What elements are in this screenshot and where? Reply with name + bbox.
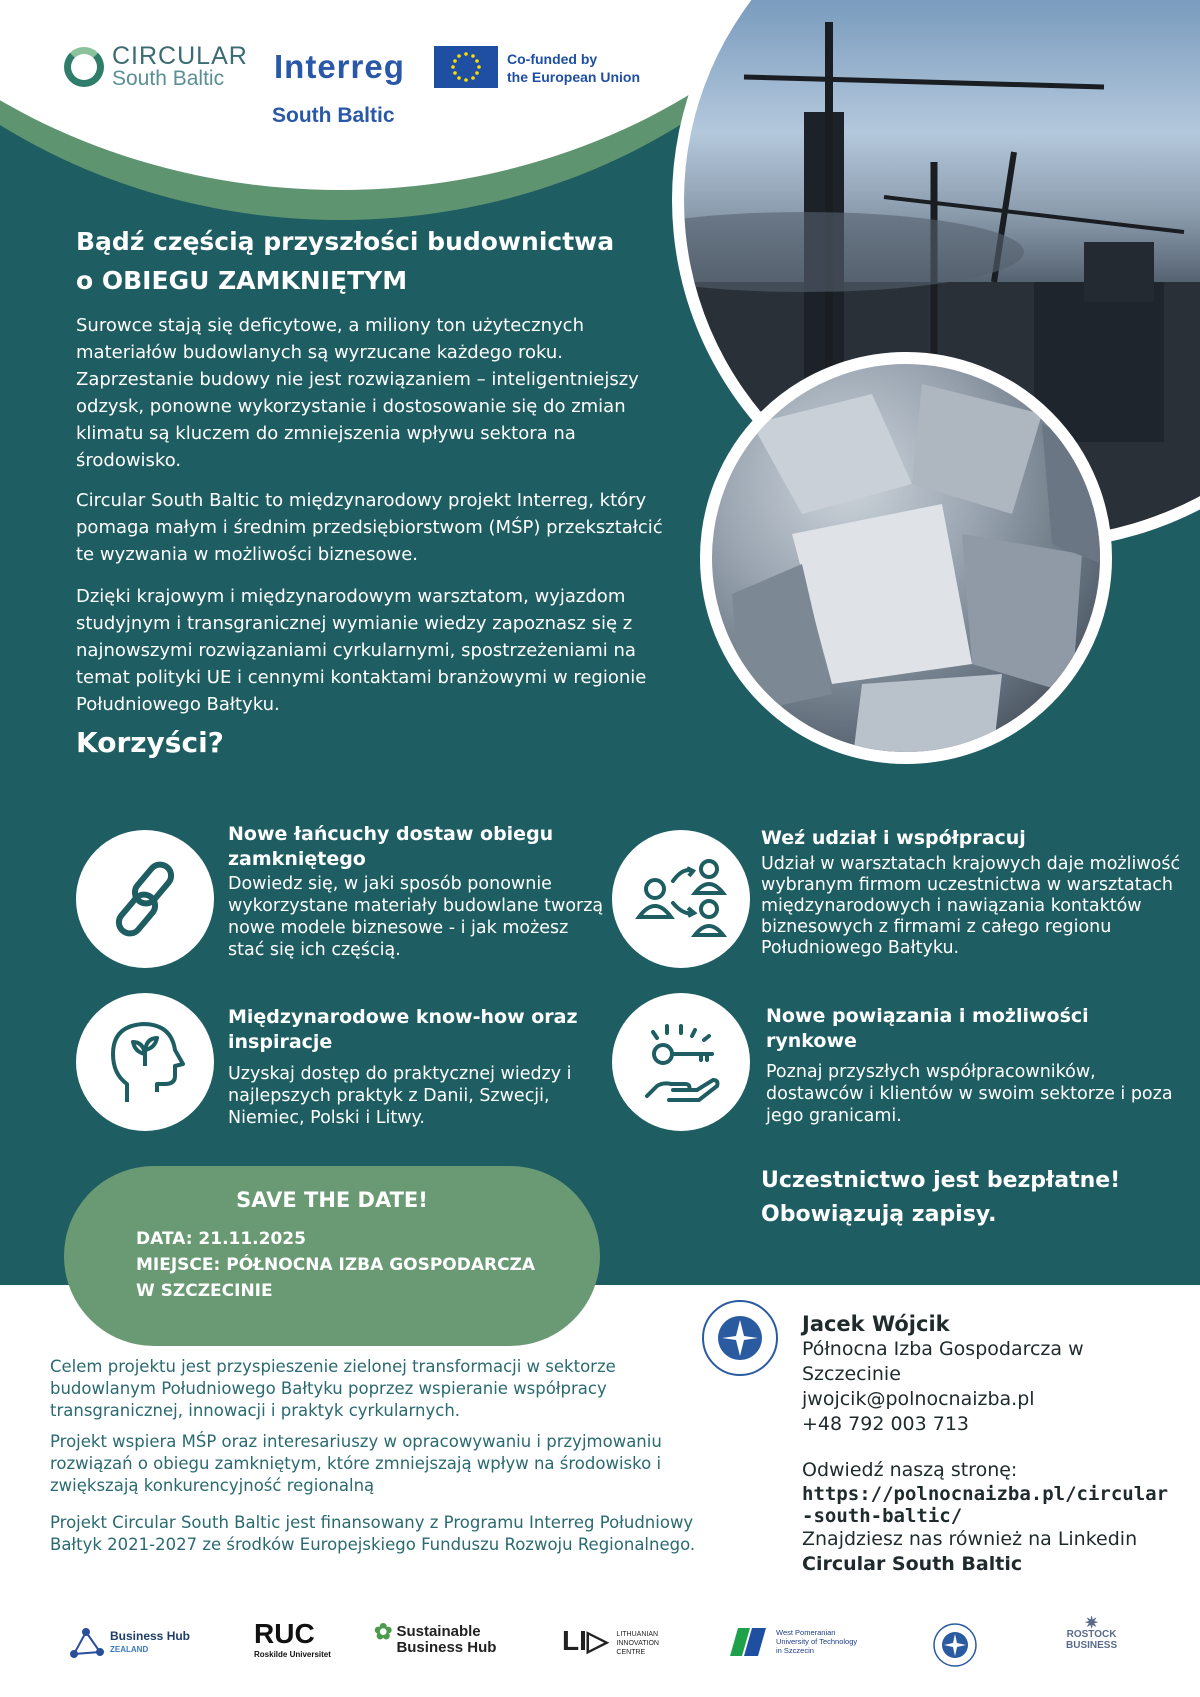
zut-line2: University of Technology bbox=[776, 1637, 858, 1646]
lic-mark-icon: LI▷ bbox=[562, 1625, 609, 1656]
people-network-icon bbox=[612, 830, 750, 968]
sustainable-line2: Business Hub bbox=[396, 1639, 497, 1656]
contact-org-line2: Szczecinie bbox=[802, 1363, 901, 1385]
save-date-title: SAVE THE DATE! bbox=[236, 1188, 428, 1212]
rostock-compass-icon: ✷ bbox=[1084, 1615, 1099, 1632]
free-line2: Obowiązują zapisy. bbox=[761, 1202, 997, 1227]
benefit-2-title: Weź udział i współpracuj bbox=[761, 827, 1026, 849]
intro-paragraph-3: Dzięki krajowym i międzynarodowym warsztatom, wyjazdom studyjnym i transgranicznej wymianie wiedzy zapoznasz się z najnowszymi rozwiązaniami cyrkularnymi, spostrzeżeniami na temat polityki UE i cennymi kontaktami branżowymi w regionie Południowego Bałtyku. bbox=[76, 586, 647, 715]
polnocna-izba-logo bbox=[702, 1300, 778, 1376]
contact-org-line1: Północna Izba Gospodarcza w bbox=[802, 1338, 1084, 1360]
lithuanian-innovation-centre-logo bbox=[562, 1626, 659, 1657]
benefit-4-text: Poznaj przyszłych współpracowników, dostawców i klientów w swoim sektorze i poza jego granicami. bbox=[766, 1062, 1173, 1126]
headline-line2: o OBIEGU ZAMKNIĘTYM bbox=[76, 266, 408, 295]
zut-line1: West Pomeranian bbox=[776, 1628, 836, 1637]
zut-logo bbox=[730, 1628, 857, 1656]
website-url-line1: https://polnocnaizba.pl/circular bbox=[802, 1483, 1169, 1505]
contact-name: Jacek Wójcik bbox=[802, 1312, 950, 1336]
zut-mark-icon bbox=[730, 1628, 770, 1656]
intro-paragraph-2: Circular South Baltic to międzynarodowy projekt Interreg, który pomaga małym i średnim przedsiębiorstwom (MŚP) przekształcić te wyzwania w możliwości biznesowe. bbox=[76, 490, 663, 565]
free-line1: Uczestnictwo jest bezpłatne! bbox=[761, 1168, 1121, 1193]
sustainable-business-hub-logo bbox=[374, 1619, 497, 1656]
project-paragraph-1: Celem projektu jest przyspieszenie zielonej transformacji w sektorze budowlanym Południowego Bałtyku poprzez wspieranie współpracy transgranicznej, innowacji i praktyk cyrkularnych. bbox=[50, 1357, 616, 1420]
save-the-date-box bbox=[64, 1166, 600, 1346]
eu-flag-icon bbox=[434, 46, 498, 88]
headline bbox=[76, 222, 676, 300]
interreg-logo bbox=[274, 48, 405, 128]
business-hub-zealand-logo bbox=[70, 1628, 190, 1658]
chain-link-icon bbox=[76, 830, 214, 968]
visit-label: Odwiedź naszą stronę: bbox=[802, 1459, 1018, 1481]
lic-line1: LITHUANIAN bbox=[616, 1631, 659, 1638]
interreg-name: Interreg bbox=[274, 48, 405, 85]
rostock-line1: ROSTOCK bbox=[1066, 1629, 1117, 1640]
event-date: DATA: 21.11.2025 bbox=[136, 1229, 306, 1249]
project-paragraph-3: Projekt Circular South Baltic jest finansowany z Programu Interreg Południowy Bałtyk 2021-2027 ze środków Europejskiego Funduszu Rozwoju Regionalnego. bbox=[50, 1513, 696, 1554]
eu-line2: the European Union bbox=[507, 69, 640, 85]
circular-logo-line1: CIRCULAR bbox=[112, 42, 248, 70]
circular-south-baltic-logo bbox=[64, 44, 248, 90]
circular-logo-line2: South Baltic bbox=[112, 67, 225, 90]
circular-ring-icon bbox=[64, 47, 104, 87]
website-url-line2: -south-baltic/ bbox=[802, 1505, 963, 1527]
free-participation bbox=[761, 1164, 1120, 1232]
benefits-heading: Korzyści? bbox=[76, 726, 224, 759]
eu-cofunded-text bbox=[507, 50, 640, 86]
eu-line1: Co-funded by bbox=[507, 51, 598, 67]
benefit-2-text: Udział w warsztatach krajowych daje możliwość wybranym firmom uczestnictwa w warsztatach międzynarodowych i nawiązania kontaktów biznesowych z firmami z całego regionu Południowego Bałtyku. bbox=[761, 854, 1181, 958]
contact-phone[interactable]: +48 792 003 713 bbox=[802, 1413, 970, 1435]
project-paragraph-2: Projekt wspiera MŚP oraz interesariuszy w opracowywaniu i przyjmowaniu rozwiązań o obiegu zamkniętym, które zmniejszają wpływ na środowisko i zwiększają konkurencyjność regionalną bbox=[50, 1432, 662, 1495]
ruc-sub: Roskilde Universitet bbox=[254, 1650, 331, 1659]
interreg-region: South Baltic bbox=[272, 104, 395, 127]
business-hub-sub: ZEALAND bbox=[110, 1645, 149, 1654]
polnocna-izba-small-logo bbox=[932, 1622, 978, 1671]
concrete-rubble-photo bbox=[700, 352, 1112, 764]
head-plant-icon bbox=[76, 993, 214, 1131]
website-link[interactable] bbox=[802, 1483, 1168, 1527]
lic-line2: INNOVATION bbox=[616, 1640, 659, 1647]
rostock-line2: BUSINESS bbox=[1066, 1640, 1118, 1651]
contact-email[interactable]: jwojcik@polnocnaizba.pl bbox=[802, 1388, 1035, 1410]
network-icon bbox=[70, 1628, 104, 1658]
benefit-3-text: Uzyskaj dostęp do praktycznej wiedzy i najlepszych praktyk z Danii, Szwecji, Niemiec, Polski i Litwy. bbox=[228, 1064, 572, 1128]
benefit-4-title: Nowe powiązania i możliwości rynkowe bbox=[766, 1005, 1089, 1052]
zut-line3: in Szczecin bbox=[776, 1646, 814, 1655]
linkedin-text: Znajdziesz nas również na Linkedin bbox=[802, 1528, 1138, 1550]
contact-block bbox=[802, 1312, 1168, 1577]
event-place: MIEJSCE: PÓŁNOCNA IZBA GOSPODARCZA W SZCZECINIE bbox=[136, 1255, 536, 1301]
sustainable-line1: Sustainable bbox=[396, 1623, 481, 1640]
ruc-logo bbox=[254, 1620, 331, 1662]
linkedin-name[interactable]: Circular South Baltic bbox=[802, 1553, 1023, 1575]
rostock-business-logo bbox=[1066, 1615, 1118, 1651]
ruc-name: RUC bbox=[254, 1618, 315, 1649]
hand-key-icon bbox=[612, 993, 750, 1131]
flower-icon: ✿ bbox=[374, 1619, 393, 1644]
benefit-1-text: Dowiedz się, w jaki sposób ponownie wykorzystane materiały budowlane tworzą nowe modele biznesowe - i jak możesz stać się ich częścią. bbox=[228, 874, 604, 960]
business-hub-name: Business Hub bbox=[110, 1629, 191, 1643]
benefit-1-title: Nowe łańcuchy dostaw obiegu zamkniętego bbox=[228, 823, 554, 870]
lic-line3: CENTRE bbox=[616, 1649, 646, 1656]
headline-line1: Bądź częścią przyszłości budownictwa bbox=[76, 227, 615, 256]
save-date-details bbox=[136, 1226, 556, 1304]
partner-logos bbox=[60, 1610, 1150, 1680]
intro-paragraph-1: Surowce stają się deficytowe, a miliony ton użytecznych materiałów budowlanych są wyrzucane każdego roku. Zaprzestanie budowy nie jest rozwiązaniem – inteligentniejszy odzysk, ponowne wykorzystanie i dostosowanie się do zmian klimatu są kluczem do zmniejszenia wpływu sektora na środowisko. bbox=[76, 315, 639, 471]
benefit-3-title: Międzynarodowe know-how oraz inspiracje bbox=[228, 1006, 578, 1053]
